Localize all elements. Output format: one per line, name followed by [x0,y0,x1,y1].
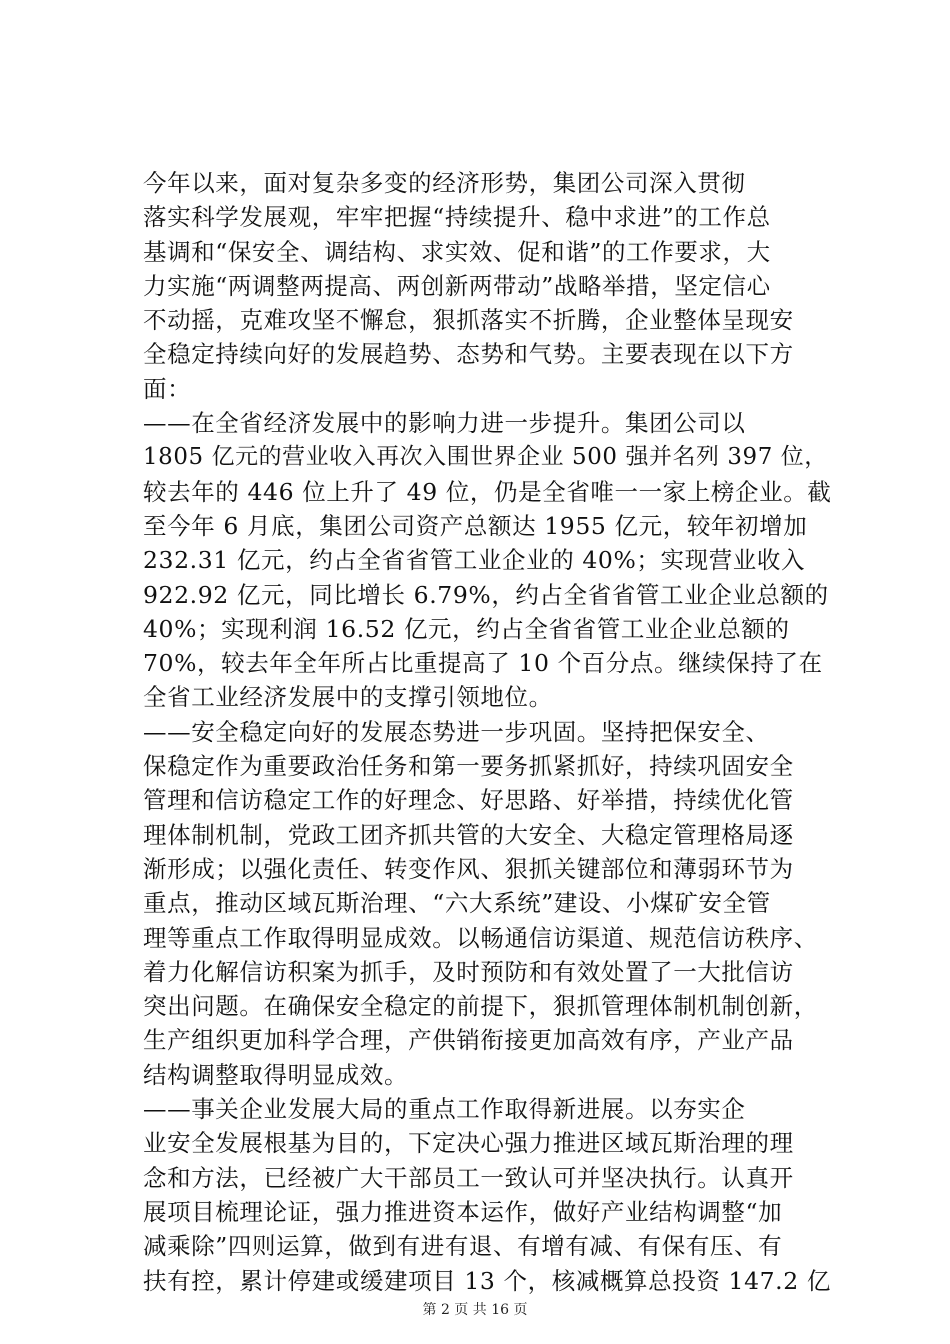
text-line: 面： [143,374,192,403]
text-line: 1805 亿元的营业收入再次入围世界企业 500 强并名列 397 位， [143,444,828,471]
text-line: 业安全发展根基为目的，下定决心强力推进区域瓦斯治理的理 [143,1129,794,1158]
text-line: 922.92 亿元，同比增长 6.79%，约占全省省管工业企业总额的 [143,580,829,609]
text-line: 较去年的 446 位上升了 49 位，仍是全省唯一一家上榜企业。截 [143,477,832,506]
text-line: 理等重点工作取得明显成效。以畅通信访渠道、规范信访秩序、 [143,923,818,952]
text-line: 不动摇，克难攻坚不懈怠，狠抓落实不折腾，企业整体呈现安 [143,306,794,335]
text-line: 今年以来，面对复杂多变的经济形势，集团公司深入贯彻 [143,169,746,197]
text-line: 突出问题。在确保安全稳定的前提下，狠抓管理体制机制创新， [143,992,818,1021]
text-line: 着力化解信访积案为抓手，及时预防和有效处置了一大批信访 [143,957,794,986]
text-line: 扶有控，累计停建或缓建项目 13 个，核减概算总投资 147.2 亿 [143,1266,831,1295]
text-line: 70%，较去年全年所占比重提高了 10 个百分点。继续保持了在 [143,649,823,678]
text-line: ——安全稳定向好的发展态势进一步巩固。坚持把保安全、 [143,717,770,746]
text-line: 232.31 亿元，约占全省省管工业企业的 40%；实现营业收入 [143,546,806,575]
text-line: ——在全省经济发展中的影响力进一步提升。集团公司以 [143,409,746,438]
text-line: 渐形成；以强化责任、转变作风、狠抓关键部位和薄弱环节为 [143,854,794,883]
text-line: 40%；实现利润 16.52 亿元，约占全省省管工业企业总额的 [143,614,790,643]
body-text [143,166,831,1298]
text-line: 至今年 6 月底，集团公司资产总额达 1955 亿元，较年初增加 [143,511,808,540]
text-line: 落实科学发展观，牢牢把握“持续提升、稳中求进”的工作总 [143,203,771,232]
text-line: 力实施“两调整两提高、两创新两带动”战略举措，坚定信心 [143,271,771,300]
text-line: 全省工业经济发展中的支撑引领地位。 [143,683,553,712]
text-line: 重点，推动区域瓦斯治理、“六大系统”建设、小煤矿安全管 [143,889,771,918]
text-line: ——事关企业发展大局的重点工作取得新进展。以夯实企 [143,1095,746,1124]
text-line: 念和方法，已经被广大干部员工一致认可并坚决执行。认真开 [143,1163,794,1192]
page-number-label: 第 2 页 共 16 页 [422,1302,528,1318]
page-footer [0,1300,950,1320]
text-line: 生产组织更加科学合理，产供销衔接更加高效有序，产业产品 [143,1026,794,1055]
text-line: 全稳定持续向好的发展趋势、态势和气势。主要表现在以下方 [143,340,794,369]
text-line: 展项目梳理论证，强力推进资本运作，做好产业结构调整“加 [143,1197,783,1226]
text-line: 减乘除”四则运算，做到有进有退、有增有减、有保有压、有 [143,1232,783,1261]
text-line: 基调和“保安全、调结构、求实效、促和谐”的工作要求，大 [143,237,771,266]
text-line: 结构调整取得明显成效。 [143,1060,409,1089]
text-line: 理体制机制，党政工团齐抓共管的大安全、大稳定管理格局逐 [143,820,794,849]
text-line: 保稳定作为重要政治任务和第一要务抓紧抓好，持续巩固安全 [143,752,794,781]
text-line: 管理和信访稳定工作的好理念、好思路、好举措，持续优化管 [143,786,794,815]
